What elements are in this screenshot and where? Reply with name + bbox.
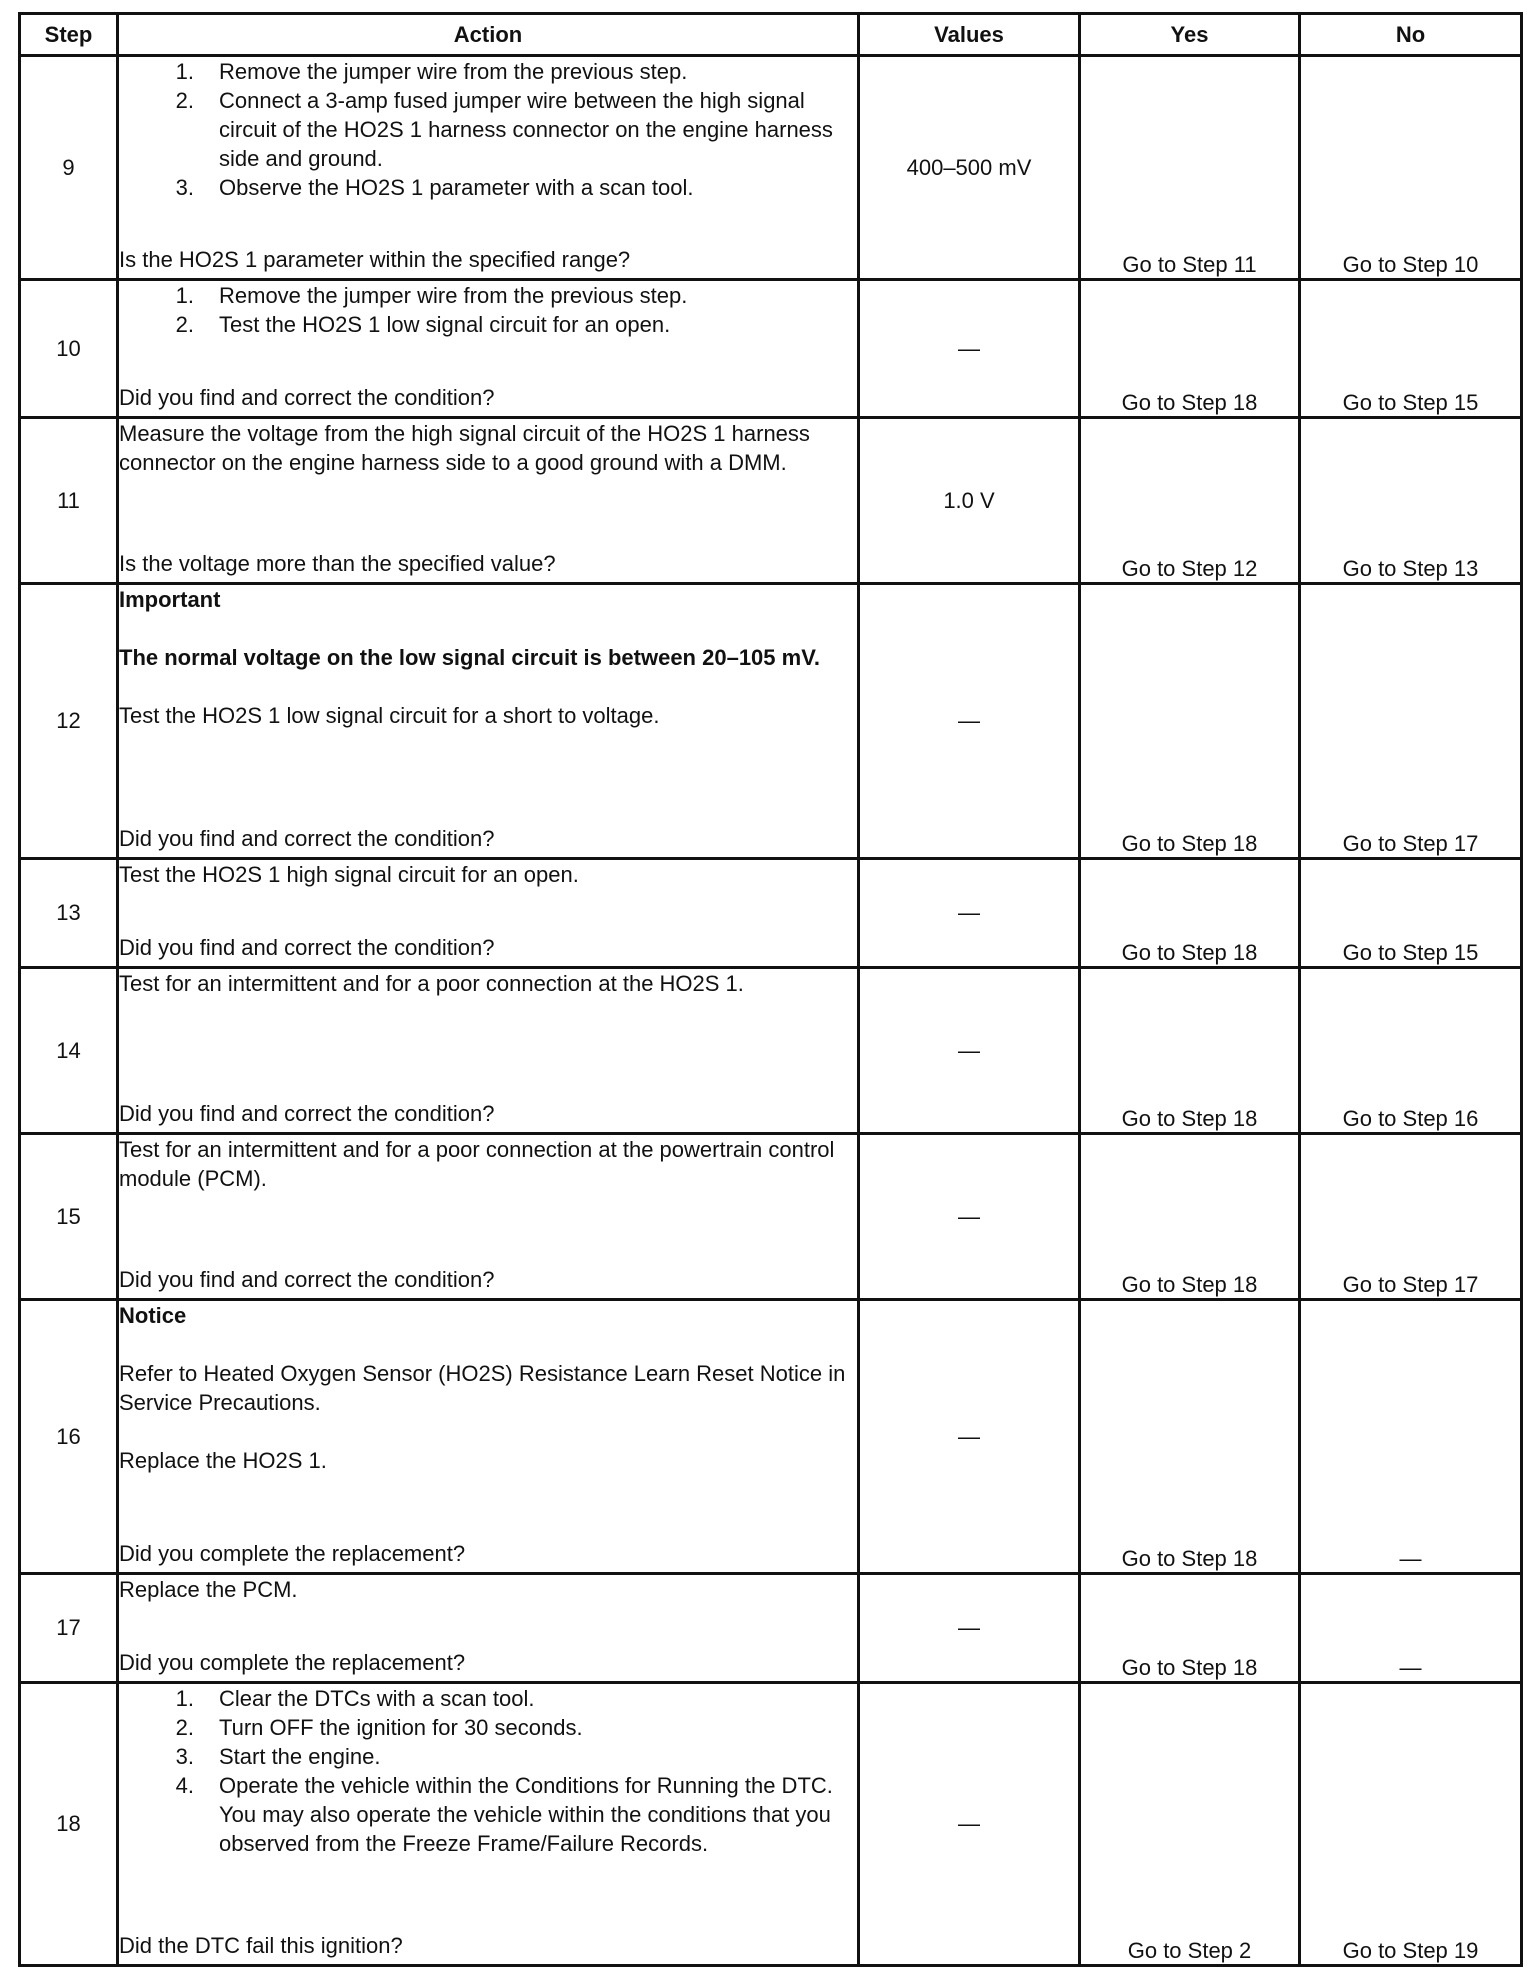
no-cell: Go to Step 16 — [1300, 968, 1522, 1134]
action-text: Replace the HO2S 1. — [119, 1448, 327, 1473]
yes-cell: Go to Step 18 — [1080, 1300, 1300, 1574]
action-text: Measure the voltage from the high signal circuit of the HO2S 1 harness connector on the engine harness side to a good ground with a DMM. — [119, 421, 810, 475]
table-row-step-10 — [20, 280, 1522, 418]
action-text: Test for an intermittent and for a poor connection at the HO2S 1. — [119, 971, 744, 996]
action-text: Test the HO2S 1 high signal circuit for an open. — [119, 862, 579, 887]
value-cell: 1.0 V — [859, 418, 1080, 584]
action-list — [119, 57, 857, 202]
step-number: 18 — [20, 1683, 118, 1966]
action-question: Is the voltage more than the specified value? — [119, 551, 556, 576]
list-item: 1. Remove the jumper wire from the previous step. — [175, 283, 688, 308]
value-cell: — — [859, 859, 1080, 968]
no-cell: — — [1300, 1300, 1522, 1574]
action-question: Did you find and correct the condition? — [119, 1101, 495, 1126]
action-question: Did you find and correct the condition? — [119, 935, 495, 960]
no-cell: Go to Step 10 — [1300, 56, 1522, 280]
action-question: Did you complete the replacement? — [119, 1650, 466, 1675]
no-cell: Go to Step 15 — [1300, 859, 1522, 968]
value-cell: — — [859, 968, 1080, 1134]
list-item: 3. Start the engine. — [175, 1744, 381, 1769]
action-cell — [118, 1300, 859, 1574]
value-cell: — — [859, 584, 1080, 859]
yes-cell: Go to Step 18 — [1080, 859, 1300, 968]
header-no: No — [1300, 14, 1522, 56]
list-item: 1. Remove the jumper wire from the previous step. — [175, 59, 688, 84]
action-question: Did you find and correct the condition? — [119, 1267, 495, 1292]
notice-heading: Notice — [119, 1303, 187, 1328]
action-question: Did the DTC fail this ignition? — [119, 1933, 403, 1958]
step-number: 11 — [20, 418, 118, 584]
action-cell — [118, 280, 859, 418]
step-number: 17 — [20, 1574, 118, 1683]
header-step: Step — [20, 14, 118, 56]
yes-cell: Go to Step 18 — [1080, 1134, 1300, 1300]
table-row-step-9 — [20, 56, 1522, 280]
diagnostic-table-page — [18, 12, 1520, 1964]
list-item: 1. Clear the DTCs with a scan tool. — [175, 1686, 535, 1711]
action-text: Test for an intermittent and for a poor connection at the powertrain control module (PCM). — [119, 1137, 835, 1191]
action-text: Replace the PCM. — [119, 1577, 298, 1602]
header-row — [20, 14, 1522, 56]
step-number: 12 — [20, 584, 118, 859]
list-item: 2. Turn OFF the ignition for 30 seconds. — [175, 1715, 583, 1740]
action-question: Did you complete the replacement? — [119, 1541, 466, 1566]
action-cell — [118, 859, 859, 968]
yes-cell: Go to Step 18 — [1080, 280, 1300, 418]
yes-cell: Go to Step 11 — [1080, 56, 1300, 280]
action-text: Refer to Heated Oxygen Sensor (HO2S) Resistance Learn Reset Notice in Service Precautions. — [119, 1361, 846, 1415]
list-item: 3. Observe the HO2S 1 parameter with a scan tool. — [175, 175, 694, 200]
no-cell: Go to Step 17 — [1300, 584, 1522, 859]
value-cell: — — [859, 280, 1080, 418]
value-cell: — — [859, 1134, 1080, 1300]
yes-cell: Go to Step 2 — [1080, 1683, 1300, 1966]
step-number: 16 — [20, 1300, 118, 1574]
no-cell: Go to Step 13 — [1300, 418, 1522, 584]
header-action: Action — [118, 14, 859, 56]
no-cell: Go to Step 17 — [1300, 1134, 1522, 1300]
action-question: Is the HO2S 1 parameter within the specified range? — [119, 247, 631, 272]
action-question: Did you find and correct the condition? — [119, 826, 495, 851]
table-row-step-14 — [20, 968, 1522, 1134]
no-cell: Go to Step 19 — [1300, 1683, 1522, 1966]
value-cell: — — [859, 1300, 1080, 1574]
yes-cell: Go to Step 18 — [1080, 968, 1300, 1134]
action-question: Did you find and correct the condition? — [119, 385, 495, 410]
value-cell: 400–500 mV — [859, 56, 1080, 280]
important-note: The normal voltage on the low signal circuit is between 20–105 mV. — [119, 645, 820, 670]
action-cell — [118, 56, 859, 280]
header-values: Values — [859, 14, 1080, 56]
no-cell: — — [1300, 1574, 1522, 1683]
list-item: 2. Connect a 3-amp fused jumper wire between the high signal circuit of the HO2S 1 harness connector on the engine harness side and ground. — [175, 88, 833, 171]
list-item: 2. Test the HO2S 1 low signal circuit for an open. — [175, 312, 671, 337]
yes-cell: Go to Step 18 — [1080, 584, 1300, 859]
action-cell — [118, 1574, 859, 1683]
important-heading: Important — [119, 587, 221, 612]
table-row-step-17 — [20, 1574, 1522, 1683]
step-number: 10 — [20, 280, 118, 418]
yes-cell: Go to Step 18 — [1080, 1574, 1300, 1683]
step-number: 9 — [20, 56, 118, 280]
step-number: 14 — [20, 968, 118, 1134]
table-row-step-13 — [20, 859, 1522, 968]
action-cell — [118, 418, 859, 584]
table-row-step-18 — [20, 1683, 1522, 1966]
table-row-step-11 — [20, 418, 1522, 584]
list-item: 4. Operate the vehicle within the Conditions for Running the DTC. You may also operate the vehicle within the conditions that you observed from the Freeze Frame/Failure Records. — [175, 1773, 833, 1856]
table-row-step-16 — [20, 1300, 1522, 1574]
action-cell — [118, 1134, 859, 1300]
yes-cell: Go to Step 12 — [1080, 418, 1300, 584]
action-cell — [118, 1683, 859, 1966]
action-cell — [118, 968, 859, 1134]
action-cell — [118, 584, 859, 859]
no-cell: Go to Step 15 — [1300, 280, 1522, 418]
action-text: Test the HO2S 1 low signal circuit for a short to voltage. — [119, 703, 660, 728]
diagnostic-steps-table — [18, 12, 1523, 1967]
action-list — [119, 1684, 857, 1858]
table-row-step-12 — [20, 584, 1522, 859]
step-number: 13 — [20, 859, 118, 968]
action-list — [119, 281, 857, 339]
value-cell: — — [859, 1683, 1080, 1966]
header-yes: Yes — [1080, 14, 1300, 56]
step-number: 15 — [20, 1134, 118, 1300]
table-row-step-15 — [20, 1134, 1522, 1300]
value-cell: — — [859, 1574, 1080, 1683]
